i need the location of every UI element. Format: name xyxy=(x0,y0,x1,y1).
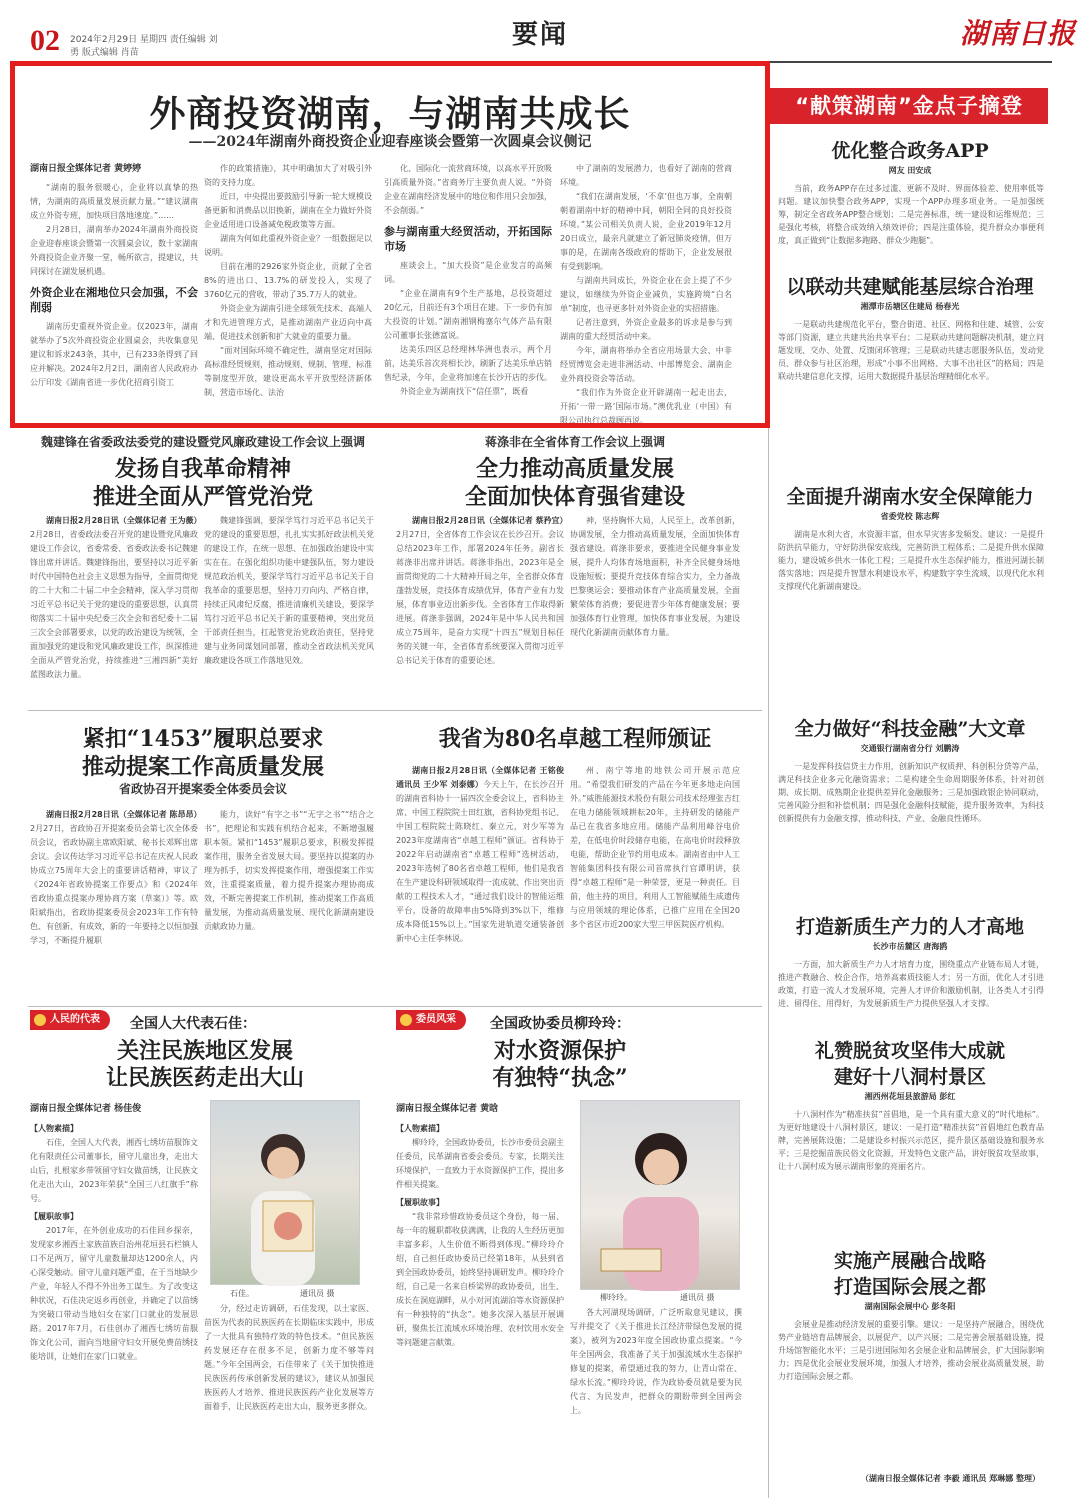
a1-body-1: 湖南日报2月28日讯（全媒体记者 王为薇）2月28日，省委政法委召开党的建设暨党风廉政建设工作会议，省委常委、省委政法委书记魏建锋出席并讲话。魏建锋指出，要坚持以习近平新时代中国特色社会主义思想为指导，全面贯彻党的二十大和二十届二中全会精神，深入学习贯彻习近平总书记关于党的建设的重要思想，认真贯彻落实二十届中央纪委三次全会和省纪委十二届三次全会部署要求，以党的政治建设为统领，全面加强党的建设和党风廉政建设工作，纵深推进全面从严管党治党，持续推进“三湘四新”美好蓝图政法力量。 xyxy=(30,516,202,679)
r3-title: 全面提升湖南水安全保障能力 xyxy=(786,486,1034,508)
a3-byline: 湖南日报2月28日讯（全媒体记者 陈昂昂） xyxy=(46,810,202,819)
a2-byline: 湖南日报2月28日讯（全媒体记者 蔡矜宜） xyxy=(412,516,568,525)
r6-author: 湘西州花垣县旅游局 彭红 xyxy=(864,1092,956,1101)
a1-byline: 湖南日报2月28日讯（全媒体记者 王为薇） xyxy=(46,516,202,525)
lead-col-2: 作的政策措施》，其中明确加大了对吸引外资的支持力度。 近日，中央提出要鼓励引导新一轮大规模设备更新和消费品以旧换新，湖南在全力做好外资企业适用进口设备减免税政策等方面。 湖南为何如此重视外资企业？一组数据足以说明。 目前在湘的2926家外资企业，贡献了全省8%的进出口、13.7%的研发投入，实现了3760亿元的营收，带动了35.7万人的就业。 外资企业为湖南引进全球领先技术、高端人才和先进管理方式，是推动湖南产业迈向中高端、促进技术创新和扩大就业的重要力量。 “面对国际环境不确定性，湖南坚定对国际高标准经贸规则，推动规则、规制、管理、标准等制度型开放，建设更高水平开放型经济新体制，营造市场化、法治 xyxy=(204,164,372,397)
divider xyxy=(28,1006,762,1007)
r6-body: 十八洞村作为“精准扶贫”首倡地，是一个具有重大意义的“时代地标”。为更好地建设十八洞村景区，建议：一是打造“精准扶贫”首倡地红色教育品牌，完善展陈设施；二是建设乡村振兴示范区，提升景区基础设施和服务水平；三是挖掘苗族民俗文化资源，开发特色文旅产品，讲好脱贫攻坚故事，让十八洞村成为展示湖南形象的亮丽名片。 xyxy=(778,1110,1044,1171)
emblem-icon xyxy=(400,1014,412,1026)
lead-byline: 湖南日报全媒体记者 黄婷婷 xyxy=(30,164,142,174)
r4-body: 一是发挥科技信贷主力作用，创新知识产权质押、科创积分贷等产品，满足科技企业多元化融资需求；二是构建全生命周期服务体系，针对初创期、成长期、成熟期企业提供差异化金融服务；三是加强政银企协同联动，完善风险分担和补偿机制；四是强化金融科技赋能，提升服务效率，为科技创新提供有力金融支撑，推动科技、产业、金融良性循环。 xyxy=(778,762,1044,823)
section-title: 要闻 xyxy=(511,20,568,50)
masthead-logo: 湖南日报 xyxy=(960,17,1077,50)
r5-title: 打造新质生产力的人才高地 xyxy=(795,916,1024,938)
a1-kicker: 魏建锋在省委政法委党的建设暨党风廉政建设工作会议上强调 xyxy=(40,435,365,449)
a3-body-2: 能力，读好“有字之书”“无字之书”“结合之书”，把理论和实践有机结合起来，不断增强履职本领。紧扣“1453”履职总要求，积极发挥提案作用，服务全省发展大局。要坚持以提案的办理为抓手，切实发挥提案作用，增强提案工作实效，注重提案质量，着力提升提案办理协商成效，不断完善提案工作机制，推动提案工作高质量发展，为推动高质量发展、现代化新湖南建设贡献政协力量。 xyxy=(204,810,374,931)
lead-col-1: “湖南的服务很暖心，企业将以真挚的热情，为湖南的高质量发展贡献力量。”“建议湖南成立外资专班，加快项目落地速度。”…… 2月28日，湖南举办2024年湖南外商投资企业迎春座谈会暨第一次圆桌会议，数十家湖南外商投资企业齐聚一堂，畅所欲言，提建议，共同探讨在湖发展机遇。 外资企业在湘地位只会加强，不会削弱 湖南历史重视外资企业。仅2023年，湖南就举办了5次外商投资企业圆桌会，共收集意见建议和诉求243条，其中，已有233条得到了回应并解决。2024年2月2日，湖南省人民政府办公厅印发《湖南省进一步优化招商引资工 xyxy=(30,183,198,387)
a5-body-2: 分，经过走访调研，石佳发现，以土家医、苗医为代表的民族医药在长期临床实践中，形成了一大批具有独特疗效的特色技术。“但民族医药发展还存在很多不足，创新力度不够等问题。”今年全国两会，石佳带来了《关于加快推进民族医药传承创新发展的建议》，建议从加强民族医药人才培养、推进民族医药产业化发展等方面着手，让民族医药走出大山，服务更多群众。 xyxy=(204,1304,374,1411)
r4-title: 全力做好“科技金融”大文章 xyxy=(794,718,1026,740)
r5-body: 一方面，加大新质生产力人才培育力度，围绕重点产业链布局人才链，推进产教融合、校企合作，培养高素质技能人才；另一方面，优化人才引进政策，打造一流人才发展环境，完善人才评价和激励机制，让各类人才引得进、留得住、用得好，为发展新质生产力提供坚强人才支撑。 xyxy=(778,960,1044,1008)
r3-author: 省委党校 陈志辉 xyxy=(880,512,940,521)
lead-col-3: 化、国际化一流营商环境，以高水平开放吸引高质量外资。”省商务厅主要负责人说。“外资企业在湖南经济发展中的地位和作用只会加强，不会削弱。” 参与湖南重大经贸活动，开拓国际市场 座谈会上，“加大投资”是企业发言的高频词。 “企业在湖南有9个生产基地，总投资超过20亿元，目前还有3个项目在建。下一步仍有加大投资的计划。”湖南湘钢梅塞尔气体产品有限公司董事长张德富说。 达美乐四区总经理林华洲也表示，两个月前，达美乐首次亮相长沙，刷新了达美乐单店销售纪录，今年，企业将加速在长沙开店的步伐。 外资企业为湖南找下“信任票”，既看 xyxy=(384,164,552,396)
a3-title-2: 推动提案工作高质量发展 xyxy=(81,754,324,780)
page-number: 02 xyxy=(30,24,60,57)
lead-subhead-1: 外资企业在湘地位只会加强，不会削弱 xyxy=(30,286,198,315)
a3-subtitle: 省政协召开提案委全体委员会议 xyxy=(118,782,287,796)
r6-title-1: 礼赞脱贫攻坚伟大成就 xyxy=(814,1040,1005,1062)
a5-title-0: 全国人大代表石佳： xyxy=(130,1016,256,1032)
vertical-rule xyxy=(768,88,769,1498)
lead-subtitle: ——2024年湖南外商投资企业迎春座谈会暨第一次圆桌会议侧记 xyxy=(188,134,592,150)
portrait-photo xyxy=(211,1101,361,1286)
r7-body: 会展业是推动经济发展的重要引擎。建议：一是坚持产展融合，围绕优势产业链培育品牌展会，以展促产、以产兴展；二是完善会展基础设施，提升场馆智能化水平；三是引进国际知名会展企业和品牌展会，扩大国际影响力；四是优化会展业发展环境，加强人才培养，推动会展业高质量发展，助力打造国际会展之都。 xyxy=(778,1320,1044,1381)
r1-body: 当前，政务APP存在过多过滥、更新不及时、界面体验差、使用率低等问题。建议加快整合政务APP，实现一个APP办理多项业务。一是加强统筹，制定全省政务APP整合规划；二是完善标准，统一建设和运维规范；三是强化考核，将整合成效纳入绩效评价；四是注重体验，提升群众办事便利度，真正做到“让数据多跑路、群众少跑腿”。 xyxy=(778,184,1044,245)
lead-col-4: 中了湖南的发展潜力，也看好了湖南的营商环境。 “我们在湖南发展，‘不拿’但也万事，全南朝朝着湖南中好的精神中间，朝阳全同的良好投资环境。”某公司相关负责人说，企业2019年12月20日成立，最亲凡就建立了新冠肺炎疫情，但万事的是，在湖南各级政府的帮助下，企业发展很有受到影响。 与湖南共同成长，外资企业在会上提了不少建议，如继续为外资企业减负，实施跨境“白名单”制度，也寻更多针对外资企业的实招措施。 记者注意到，外资企业最多的诉求是参与到湖南的重大经贸活动中来。 今年，湖南将举办全省应用场景大会、中非经贸博览会走进非洲活动、中部博览会、湖南企业外商投资会等活动。 “我们作为外资企业开辟湖南一起走出去，开拓‘一带一路’国际市场。”澳优乳业（中国）有限公司执行总裁顾再说。 xyxy=(560,164,732,425)
r1-author: 网友 田安成 xyxy=(888,166,932,175)
r4-author: 交通银行湖南省分行 刘鹏涛 xyxy=(860,744,960,753)
a5-byline: 湖南日报全媒体记者 杨佳俊 xyxy=(30,1104,142,1114)
a5-body-1: 【人物素描】 石佳，全国人大代表，湘西七绣坊苗服饰文化有限责任公司董事长，留守儿童出身，走出大山后，扎根家乡带领留守妇女做苗绣，让民族文化走出大山，2023年荣获“全国三八红旗手”称号。 【履职故事】 2017年，在外创业成功的石佳回乡探亲，发现家乡湘西土家族苗族自治州花垣县石栏镇人口不足两万，留守儿童数量却达1200余人，内心深受触动。留守儿童问题严重，在于当地缺少产业，年轻人不得不外出务工谋生。为了改变这种状况，石佳决定返乡再创业，并确定了以苗绣为突破口带动当地妇女在家门口就业的发展思路。2017年7月，石佳创办了湘西七绣坊苗服饰文化公司，面向当地留守妇女开展免费苗绣技能培训，让她们在家门口就业。 xyxy=(30,1124,198,1361)
a6-body-2: 各大河湖现场调研，广泛听取意见建议，撰写并提交了《关于推进长江经济带绿色发展的提案》，被列为2023年度全国政协重点提案。“今年全国两会，我准备了关于加强流域水生态保护修复的提案，希望通过我的努力，让青山常在、绿水长流。”柳玲玲说，作为政协委员就是要为民代言、为民发声，把群众的期盼带到全国两会上。 xyxy=(570,1308,742,1415)
r2-body: 一是联动共建规范化平台，整合街道、社区、网格和住建、城管、公安等部门资源，建立共建共治共享平台；二是联动共建问题解决机制，建立问题发现、交办、处置、反馈闭环管理；三是联动共建志愿服务队伍，发动党员、群众参与社区治理，形成“小事不出网格、大事不出社区”的格局；四是联动共建信息化支撑，运用大数据提升基层治理精细化水平。 xyxy=(778,320,1044,381)
a3-title-1: 紧扣“1453”履职总要求 xyxy=(82,726,324,752)
r7-title-2: 打造国际会展之都 xyxy=(833,1276,986,1298)
a1-title-2: 推进全面从严管党治党 xyxy=(92,484,313,510)
r-footer: （湖南日报全媒体记者 李毅 通讯员 郑琳娜 整理） xyxy=(860,1474,1040,1483)
a5-photo xyxy=(210,1100,360,1285)
a4-title: 我省为80名卓越工程师颁证 xyxy=(438,726,712,752)
a5-credit: 通讯员 摄 xyxy=(300,1289,335,1298)
r3-body: 湖南是水利大省，水资源丰富，但水旱灾害多发频发。建议：一是提升防洪抗旱能力，守好防洪保安底线，完善防洪工程体系；二是提升供水保障能力，建设城乡供水一体化工程；三是提升水生态保护能力，推进河湖长制落实落地；四是提升智慧水利建设水平，构建数字孪生流域，以现代化水利支撑现代化新湖南建设。 xyxy=(778,530,1044,591)
a6-caption: 柳玲玲。 xyxy=(600,1293,632,1302)
divider xyxy=(28,710,762,711)
right-banner: “献策湖南”金点子摘登 xyxy=(770,88,1048,124)
a1-body-2: 魏建锋强调，要深学笃行习近平总书记关于党的建设的重要思想，扎扎实实抓好政法机关党的建设工作，在统一思想、在加强政治建设中实实在在。在强化组织功能中建强队伍，努力建设规范政治机关，要深学笃行习近平总书记关于自我革命的重要思想，坚持刀刃向内、严格自律，持续正风肃纪反腐，推进清廉机关建设，要深学笃行习近平总书记关于新的重要精神，突出党员干部责任担当，扛起管党治党政治责任，坚持党建与业务同谋划同部署，推动全省政法机关党风廉政建设各项工作落地见效。 xyxy=(204,516,374,665)
a1-title-1: 发扬自我革命精神 xyxy=(114,456,291,482)
r7-author: 湖南国际会展中心 彭冬阳 xyxy=(864,1302,956,1311)
a6-byline: 湖南日报全媒体记者 黄晗 xyxy=(396,1104,499,1114)
a2-body-2: 神，坚持胸怀大局，人民至上，改革创新，协调发展，全力推动高质量发展，全面加快体育强省建设。蒋涤非要求，要推进全民健身事业发展，提升人均体育场地面积，补齐全民健身场地设施短板；要提升竞技体育综合实力，全力备战巴黎奥运会；要推动体育产业高质量发展，全面繁荣体育消费；要促进青少年体育健康发展；要加强体育行业管理，加快体育事业发展，为建设现代化新湖南贡献体育力量。 xyxy=(570,516,740,637)
r5-author: 长沙市岳麓区 唐海鸥 xyxy=(872,942,948,951)
a5-title-2: 让民族医药走出大山 xyxy=(105,1065,304,1091)
a4-body-1: 湖南日报2月28日讯（全媒体记者 王铭俊 通讯员 王少军 刘泰娜）今天上午，在长沙召开的湖南省科协十一届四次全委会议上，省科协主席、中国工程院院士田红旗，省科协党组书记、中国工程院院士陈晓红、秦立元，对少军等为2023年度湖南省“卓越工程师”颁证。省科协于2022年启动湖南省“卓越工程师”选树活动，2023年选树了80名省卓越工程师，他们是我省在生产建设科研领域取得一流成就、作出突出贡献的工程技术人才，“通过我们设计的智能运维平台，设备的故障率由5%降到3%以下，维修成本降低15%以上。”国家先进轨道交通装备创新中心主任李林说。 xyxy=(396,766,565,943)
lead-subhead-2: 参与湖南重大经贸活动，开拓国际市场 xyxy=(384,225,552,254)
a2-title-1: 全力推动高质量发展 xyxy=(475,456,674,482)
a6-photo xyxy=(580,1100,740,1290)
a4-byline: 湖南日报2月28日讯（全媒体记者 王铭俊 通讯员 王少军 刘泰娜） xyxy=(396,766,564,789)
r1-title: 优化整合政务APP xyxy=(831,140,989,162)
r2-author: 湘潭市岳塘区住建局 杨春光 xyxy=(860,302,960,311)
emblem-icon xyxy=(34,1014,46,1026)
a2-kicker: 蒋涤非在全省体育工作会议上强调 xyxy=(484,435,665,449)
a6-title-0: 全国政协委员柳玲玲： xyxy=(490,1016,630,1032)
a5-title-1: 关注民族地区发展 xyxy=(116,1038,293,1064)
header-rule xyxy=(28,61,1052,63)
a6-credit: 通讯员 摄 xyxy=(680,1293,715,1302)
issue-meta: 2024年2月29日 星期四 责任编辑 刘勇 版式编辑 肖苗 xyxy=(70,35,218,58)
a6-title-2: 有独特“执念” xyxy=(492,1065,628,1091)
a4-body-2: 州、南宁等地的地铁公司开展示范应用。“希望我们研发的产品在今年更多地走向国外。”威胜能源技术股份有限公司技术经理张吉红在电力储能领域耕耘20年，主持研发的储能产品已在我省多地应用。储能产品利用峰谷电价差，在低电价时段储存电能，在高电价时段释放电能，帮助企业节约用电成本。湖南省由中人工智能集团科技有限公司首席执行官谭明讲，获得“卓越工程师”是一种荣誉，更是一种责任。目前，他主持的项目，利用人工智能赋能生成遗传与应用领域的理论体系，已推广应用在全国20多个省区市近200家大型三甲医院医疗机构。 xyxy=(570,766,740,929)
a2-body-1: 湖南日报2月28日讯（全媒体记者 蔡矜宜）2月27日，全省体育工作会议在长沙召开。会议总结2023年工作，部署2024年任务。副省长蒋涤非出席并讲话。蒋涤非指出，2023年是全面贯彻党的二十大精神开局之年，全省群众体育蓬勃发展，竞技体育成绩优异，体育产业有力发展，体育事业迈出新步伐。全省体育工作取得新进展。蒋涤非强调，2024年是中华人民共和国成立75周年，是奋力实现“十四五”规划目标任务的关键一年，全省体育系统要深入贯彻习近平总书记关于体育的重要论述。 xyxy=(396,516,568,665)
a5-tag: 人民的代表 xyxy=(30,1010,110,1030)
a5-caption: 石佳。 xyxy=(230,1289,254,1298)
a2-title-2: 全面加快体育强省建设 xyxy=(464,484,685,510)
lead-title: 外商投资湖南，与湖南共成长 xyxy=(149,93,631,135)
r7-title-1: 实施产展融合战略 xyxy=(833,1250,986,1272)
a3-body-1: 湖南日报2月28日讯（全媒体记者 陈昂昂）2月27日，省政协召开提案委员会第七次全体委员会议，省政协副主席欧阳斌、秘书长邓辉出席会议。会议传达学习习近平总书记在庆祝人民政协成立75周年大会上的重要讲话精神，审议了《2024年省政协提案工作要点》和《2024年省政协重点提案办理协商方案（草案）》等。欧阳斌指出，省政协提案委员会2023年工作有特色、有创新、有成效，新的一年要持之以恒加强学习，不断提升履职 xyxy=(30,810,202,945)
a6-tag: 委员风采 xyxy=(396,1010,466,1030)
a6-body-1: 【人物素描】 柳玲玲，全国政协委员，长沙市委员会副主任委员，民革湖南省委会委员。专家，长期关注环境保护，一直致力于水资源保护工作，提出多件相关提案。 【履职故事】 “我非常珍惜政协委员这个身份，每一届、每一年的履职都收获满满，让我的人生经历更加丰富多彩，人生价值不断得到体现。”柳玲玲介绍，自己担任政协委员已经第18年，从县到省到全国政协委员，始终坚持调研发声。柳玲玲介绍，自己是一名来自桥梁界的政协委员，出生、成长在洞庭湖畔，从小对河流湖泊等水资源保护有一种独特的“执念”。她多次深入基层开展调研，聚焦长江流域水环境治理、农村饮用水安全等问题建言献策。 xyxy=(396,1124,564,1347)
portrait-photo xyxy=(581,1101,741,1291)
a6-title-1: 对水资源保护 xyxy=(493,1038,626,1064)
r6-title-2: 建好十八洞村景区 xyxy=(833,1066,986,1088)
r2-title: 以联动共建赋能基层综合治理 xyxy=(786,276,1034,298)
